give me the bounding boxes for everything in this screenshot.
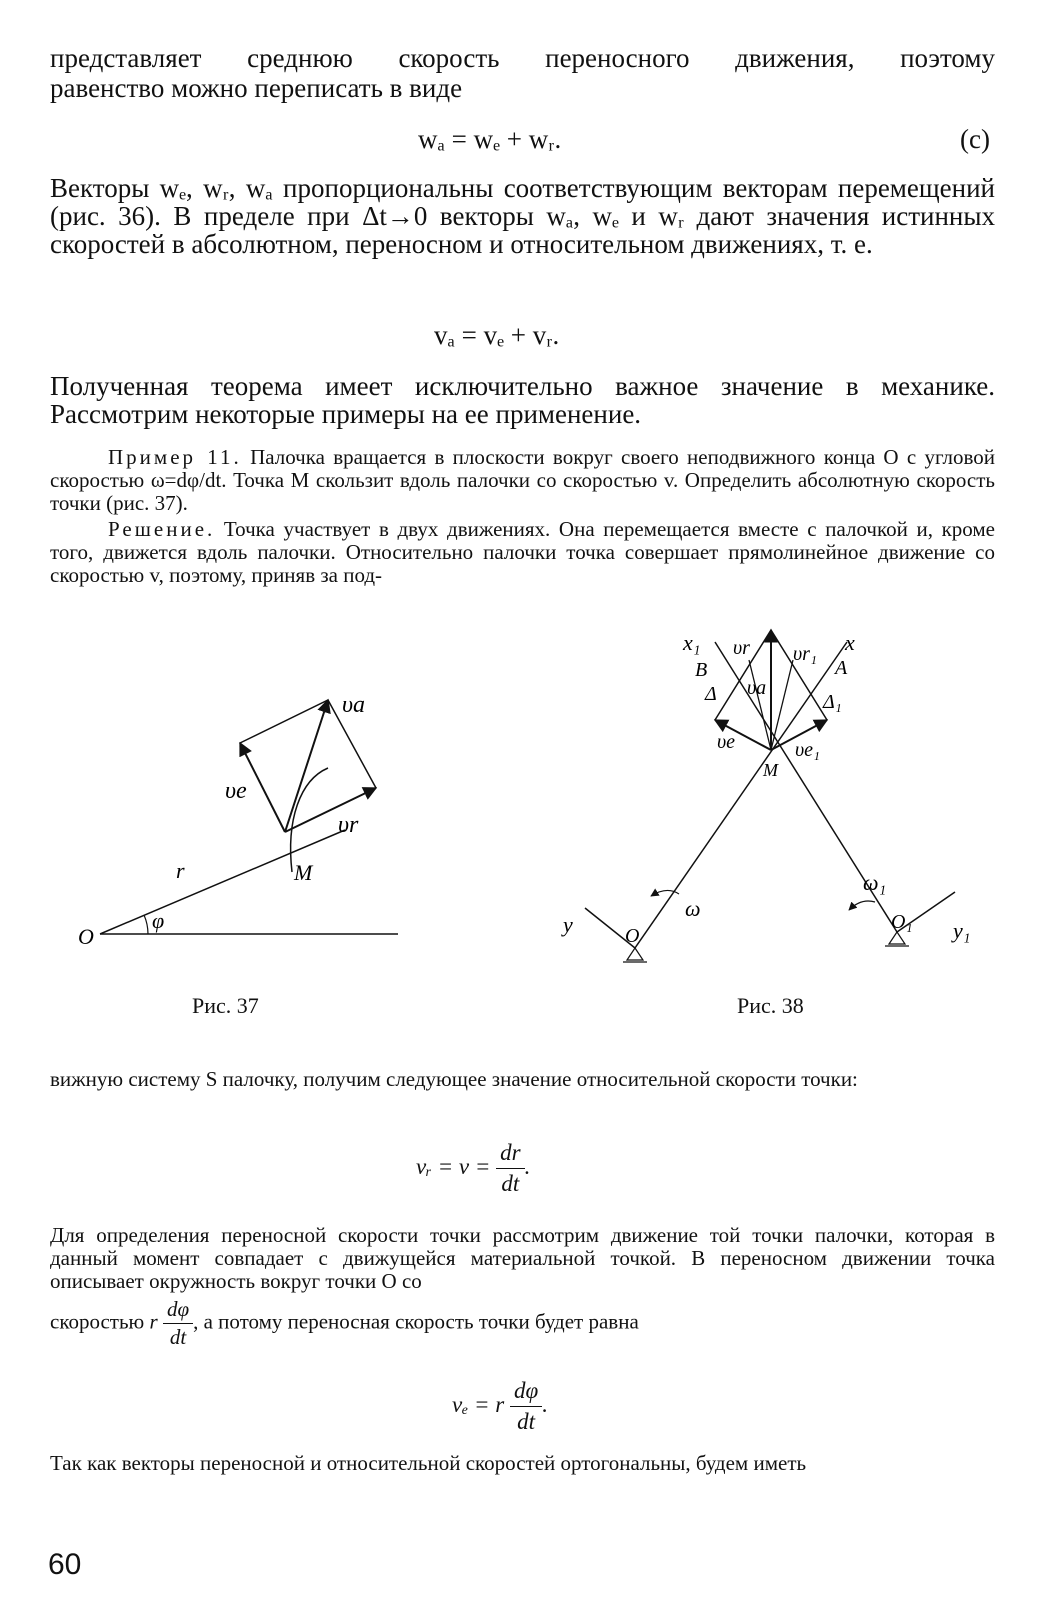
label-vr: υr — [733, 637, 750, 659]
label-omega1: ω₁ — [863, 870, 887, 895]
equation-end: . — [542, 1391, 548, 1417]
label-A: A — [835, 657, 848, 679]
label-delta1: Δ₁ — [823, 691, 842, 713]
label-x1: x₁ — [683, 630, 701, 655]
equation-c: wₐ = wₑ + wᵣ. — [418, 124, 562, 154]
label-omega: ω — [685, 896, 701, 921]
label-va: υa — [747, 677, 767, 699]
denominator: dt — [517, 1409, 536, 1434]
label-ve1: υe₁ — [795, 739, 821, 761]
label-ve: υe — [717, 731, 736, 753]
paragraph-line: представляет среднюю скорость переносного движения, поэтому — [50, 43, 995, 73]
denominator: dt — [501, 1171, 520, 1196]
omega1-arc — [849, 901, 875, 910]
numerator: dr — [496, 1140, 524, 1169]
label-y: y — [563, 912, 573, 937]
label-B: B — [695, 659, 708, 681]
label-delta: Δ — [705, 683, 717, 705]
label-M: M — [294, 860, 313, 885]
text-tail: , а потому переносная скорость точки будет равна — [193, 1309, 639, 1334]
label-vr: υr — [338, 812, 359, 838]
fraction — [496, 1140, 524, 1197]
label-M: M — [763, 760, 778, 780]
solution-text: Точка участвует в двух движениях. Она перемещается вместе с палочкой и, кроме того, движется вдоль палочки. Относительно палочки точка совершает прямолинейное движение со скоростью v, поэтому, приняв за под- — [50, 517, 995, 587]
example-label: Пример 11. — [108, 445, 242, 469]
solution-paragraph — [50, 518, 995, 587]
symbol-r: r — [149, 1309, 158, 1334]
paragraph-line: равенство можно переписать в виде — [50, 73, 463, 103]
equation-vr — [416, 1140, 530, 1197]
label-x: x — [845, 630, 855, 655]
text-lead: скоростью — [50, 1309, 145, 1334]
equation-lhs: vᵣ = v = — [416, 1153, 497, 1179]
figure-37-caption: Рис. 37 — [192, 993, 259, 1018]
support-left — [623, 948, 647, 962]
equation-end: . — [524, 1153, 531, 1179]
paragraph-formula-line — [50, 1298, 995, 1349]
va-vector — [285, 700, 328, 832]
denominator: dt — [169, 1325, 187, 1349]
label-va: υa — [342, 692, 366, 718]
support-right — [885, 932, 909, 946]
equation-velocity-sum: vₐ = vₑ + vᵣ. — [434, 320, 560, 350]
example-paragraph — [50, 446, 995, 515]
label-O: O — [625, 925, 640, 947]
paragraph: Векторы wₑ, wᵣ, wₐ пропорциональны соответствующим векторам перемещений (рис. 36). В пределе при Δt→0 векторы wₐ, wₑ и wᵣ дают значения истинных скоростей в абсолютном, переносном и относительном движениях, т. е. — [50, 173, 995, 259]
label-r: r — [176, 858, 185, 883]
solution-label: Решение. — [108, 517, 216, 541]
omega-arc — [651, 890, 679, 896]
figure-37 — [60, 640, 440, 960]
vr1-diagonal — [749, 660, 771, 750]
vr-vector — [285, 788, 376, 832]
paragraph: Для определения переносной скорости точки рассмотрим движение той точки палочки, которая в данный момент совпадает с движущейся материальной точкой. В переносном движении точка описывает окружность вокруг точки O со — [50, 1223, 995, 1293]
paragraph: Так как векторы переносной и относительной скоростей ортогональны, будем иметь — [50, 1451, 807, 1475]
label-y1: y₁ — [953, 918, 971, 943]
label-O: O — [78, 924, 94, 949]
figure-38-caption: Рис. 38 — [737, 993, 804, 1018]
label-phi: φ — [152, 908, 165, 933]
label-ve: υe — [225, 778, 247, 804]
example-text: Палочка вращается в плоскости вокруг своего неподвижного конца O с угловой скоростью ω=dφ/dt. Точка M скользит вдоль палочки со скоростью v. Определить абсолютную скорость точки (рис. 37). — [50, 445, 996, 515]
figure-38 — [555, 620, 995, 980]
angle-arc — [144, 915, 148, 934]
label-vr1: υr₁ — [793, 643, 817, 665]
paragraph: Полученная теорема имеет исключительно важное значение в механике. Рассмотрим некоторые примеры на ее применение. — [50, 371, 995, 429]
ve-vector — [240, 743, 285, 832]
numerator: dφ — [510, 1378, 542, 1407]
fraction — [163, 1298, 193, 1349]
rod-left — [635, 642, 847, 948]
page-number: 60 — [48, 1548, 82, 1581]
equation-tag: (с) — [960, 124, 990, 154]
paragraph: вижную систему S палочку, получим следующее значение относительной скорости точки: — [50, 1067, 858, 1091]
label-O1: O₁ — [891, 911, 913, 933]
equation-lhs: vₑ = r — [452, 1391, 510, 1417]
equation-ve — [452, 1378, 548, 1435]
fraction — [510, 1378, 542, 1435]
numerator: dφ — [163, 1298, 193, 1324]
